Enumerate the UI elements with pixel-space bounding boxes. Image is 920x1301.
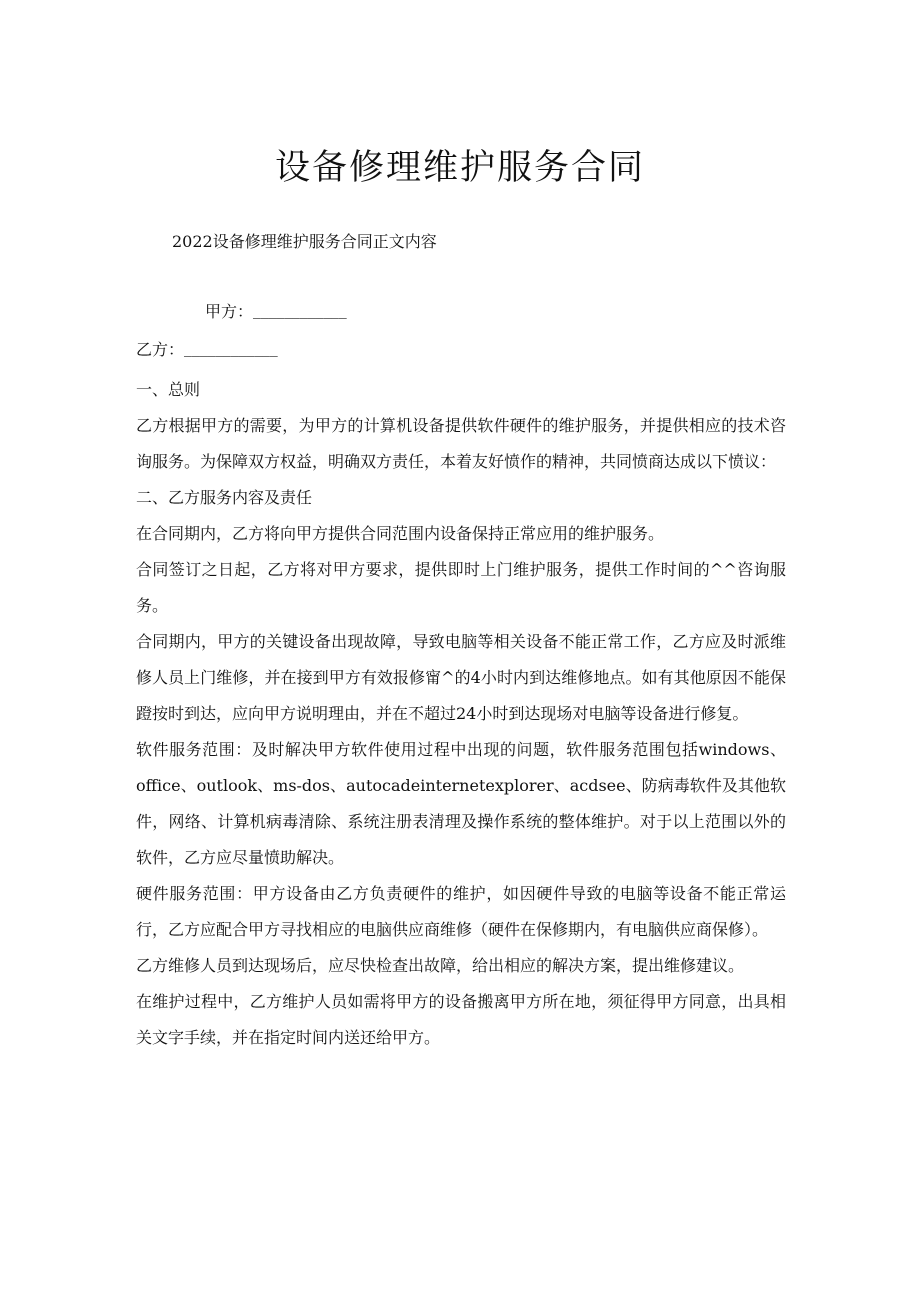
paragraph-diagnosis: 乙方维修人员到达现场后，应尽快检查出故障，给出相应的解决方案，提出维修建议。 bbox=[136, 956, 745, 975]
paragraph-onsite-service: 合同签订之日起，乙方将对甲方要求，提供即时上门维护服务，提供工作时间的^^咨询服务。 bbox=[136, 560, 786, 615]
document-subtitle: 2022设备修理维护服务合同正文内容 bbox=[172, 232, 437, 251]
party-b-label: 乙方： bbox=[136, 340, 185, 359]
paragraph-software-scope: 软件服务范围：及时解决甲方软件使用过程中出现的问题，软件服务范围包括windows、office、outlook、ms-dos、autocadeinternetexplorer、acdsee、防病毒软件及其他软件，网络、计算机病毒清除、系统注册表清理及操作系统的整体维护。对于以上范围以外的软件，乙方应尽量愤助解决。 bbox=[136, 740, 786, 867]
party-b-blank: ____________ bbox=[184, 344, 278, 359]
paragraph-repair-response: 合同期内，甲方的关键设备出现故障，导致电脑等相关设备不能正常工作，乙方应及时派维修人员上门维修，并在接到甲方有效报修甯^的4小时内到达维修地点。如有其他原因不能保蹬按时到达，应向甲方说明理由，并在不超过24小时到达现场对电脑等设备进行修复。 bbox=[136, 632, 786, 723]
party-a-label: 甲方： bbox=[205, 302, 254, 321]
section-heading-services: 二、乙方服务内容及责任 bbox=[136, 488, 313, 507]
contract-body bbox=[136, 372, 786, 1056]
paragraph-hardware-scope: 硬件服务范围：甲方设备由乙方负责硬件的维护，如因硬件导致的电脑等设备不能正常运行，乙方应配合甲方寻找相应的电脑供应商维修（硬件在保修期内，有电脑供应商保修）。 bbox=[136, 884, 786, 939]
paragraph-equipment-removal: 在维护过程中，乙方维护人员如需将甲方的设备搬离甲方所在地，须征得甲方同意，出具相关文字手续，并在指定时间内送还给甲方。 bbox=[136, 992, 786, 1047]
paragraph-contract-period: 在合同期内，乙方将向甲方提供合同范围内设备保持正常应用的维护服务。 bbox=[136, 524, 665, 543]
paragraph-general: 乙方根据甲方的需要，为甲方的计算机设备提供软件硬件的维护服务，并提供相应的技术咨询服务。为保障双方权益，明确双方责任，本着友好愤作的精神，共同愤商达成以下愤议： bbox=[136, 416, 786, 471]
party-a-blank: ____________ bbox=[253, 306, 347, 321]
section-heading-general: 一、总则 bbox=[136, 380, 201, 399]
party-b-line bbox=[136, 338, 278, 364]
document-title: 设备修理维护服务合同 bbox=[274, 148, 645, 188]
party-a-line bbox=[205, 300, 347, 326]
